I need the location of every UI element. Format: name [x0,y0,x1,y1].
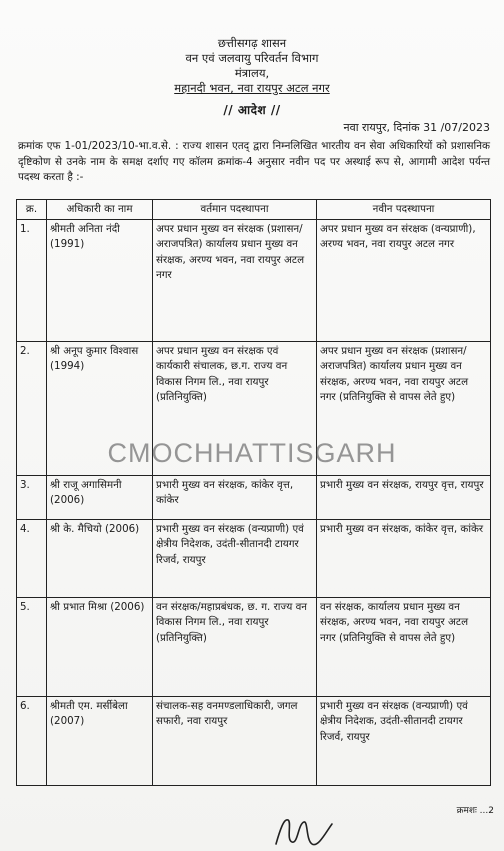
header-new-posting: नवीन पदस्थापना [317,200,491,220]
new-posting-cell: प्रभारी मुख्य वन संरक्षक, कांकेर वृत्त, कांकेर [317,520,491,598]
current-posting-cell: अपर प्रधान मुख्य वन संरक्षक (प्रशासन/अराजपत्रित) कार्यालय प्रधान मुख्य वन संरक्षक, अरण्य भवन, नवा रायपुर अटल नगर [153,220,317,342]
table-row [17,220,491,342]
new-posting-cell: प्रभारी मुख्य वन संरक्षक, रायपुर वृत्त, रायपुर [317,476,491,520]
new-posting-cell: अपर प्रधान मुख्य वन संरक्षक (प्रशासन/अराजपत्रित) कार्यालय प्रधान मुख्य वन संरक्षक, अरण्य भवन, नवा रायपुर अटल नगर (प्रतिनियुक्ति से वापस लेते हुए) [317,342,491,476]
officer-name-cell: श्रीमती अनिता नंदी (1991) [47,220,153,342]
serial-cell: 1. [17,220,47,342]
current-posting-cell: वन संरक्षक/महाप्रबंधक, छ. ग. राज्य वन विकास निगम लि., नवा रायपुर (प्रतिनियुक्ति) [153,598,317,697]
current-posting-cell: संचालक-सह वनमण्डलाधिकारी, जगल सफारी, नवा रायपुर [153,697,317,786]
office-address: महानदी भवन, नवा रायपुर अटल नगर [174,81,330,95]
current-posting-cell: अपर प्रधान मुख्य वन संरक्षक एवं कार्यकारी संचालक, छ.ग. राज्य वन विकास निगम लि., नवा रायपुर (प्रतिनियुक्ति) [153,342,317,476]
department-name: वन एवं जलवायु परिवर्तन विभाग [185,51,319,65]
table-row [17,598,491,697]
table-header-row [17,200,491,220]
new-posting-cell: वन संरक्षक, कार्यालय प्रधान मुख्य वन संरक्षक, अरण्य भवन, नवा रायपुर अटल नगर (प्रतिनियुक्ति से वापस लेते हुए) [317,598,491,697]
serial-cell: 3. [17,476,47,520]
serial-cell: 2. [17,342,47,476]
serial-cell: 6. [17,697,47,786]
order-title: // आदेश // [223,103,281,117]
current-posting-cell: प्रभारी मुख्य वन संरक्षक, कांकेर वृत्त, कांकेर [153,476,317,520]
new-posting-cell: प्रभारी मुख्य वन संरक्षक (वन्यप्राणी) एवं क्षेत्रीय निदेशक, उदंती-सीतानदी टायगर रिजर्व, रायपुर [317,697,491,786]
table-row [17,520,491,598]
officer-name-cell: श्री प्रभात मिश्रा (2006) [47,598,153,697]
header-current-posting: वर्तमान पदस्थापना [153,200,317,220]
new-posting-cell: अपर प्रधान मुख्य वन संरक्षक (वन्यप्राणी), अरण्य भवन, नवा रायपुर अटल नगर [317,220,491,342]
officer-name-cell: श्री के. मैचियो (2006) [47,520,153,598]
signature-mark [268,810,338,850]
table-row [17,476,491,520]
table-row [17,697,491,786]
header-officer-name: अधिकारी का नाम [47,200,153,220]
ministry-label: मंत्रालय, [234,66,270,80]
serial-cell: 4. [17,520,47,598]
continued-marker: क्रमशः ...2 [456,806,494,816]
officer-name-cell: श्री राजू अगासिमनी (2006) [47,476,153,520]
serial-cell: 5. [17,598,47,697]
current-posting-cell: प्रभारी मुख्य वन संरक्षक (वन्यप्राणी) एवं क्षेत्रीय निदेशक, उदंती-सीतानदी टायगर रिजर्व, रायपुर [153,520,317,598]
header-serial: क्र. [17,200,47,220]
order-date: नवा रायपुर, दिनांक 31 /07/2023 [343,121,490,134]
officer-name-cell: श्रीमती एम. मर्सीबेला (2007) [47,697,153,786]
order-intro: क्रमांक एफ 1-01/2023/10-भा.व.से. : राज्य शासन एतद् द्वारा निम्नलिखित भारतीय वन सेवा अधिकारियों को प्रशासनिक दृष्टिकोण से उनके नाम के समक्ष दर्शाए गए कॉलम क्रमांक-4 अनुसार नवीन पद पर अस्थाई रूप से, आगामी आदेश पर्यन्त पदस्थ करता है :- [18,140,490,183]
govt-name: छत्तीसगढ़ शासन [217,36,287,50]
watermark: CMOCHHATTISGARH [107,438,397,468]
transfer-table [16,199,491,786]
officer-name-cell: श्री अनूप कुमार विश्वास (1994) [47,342,153,476]
